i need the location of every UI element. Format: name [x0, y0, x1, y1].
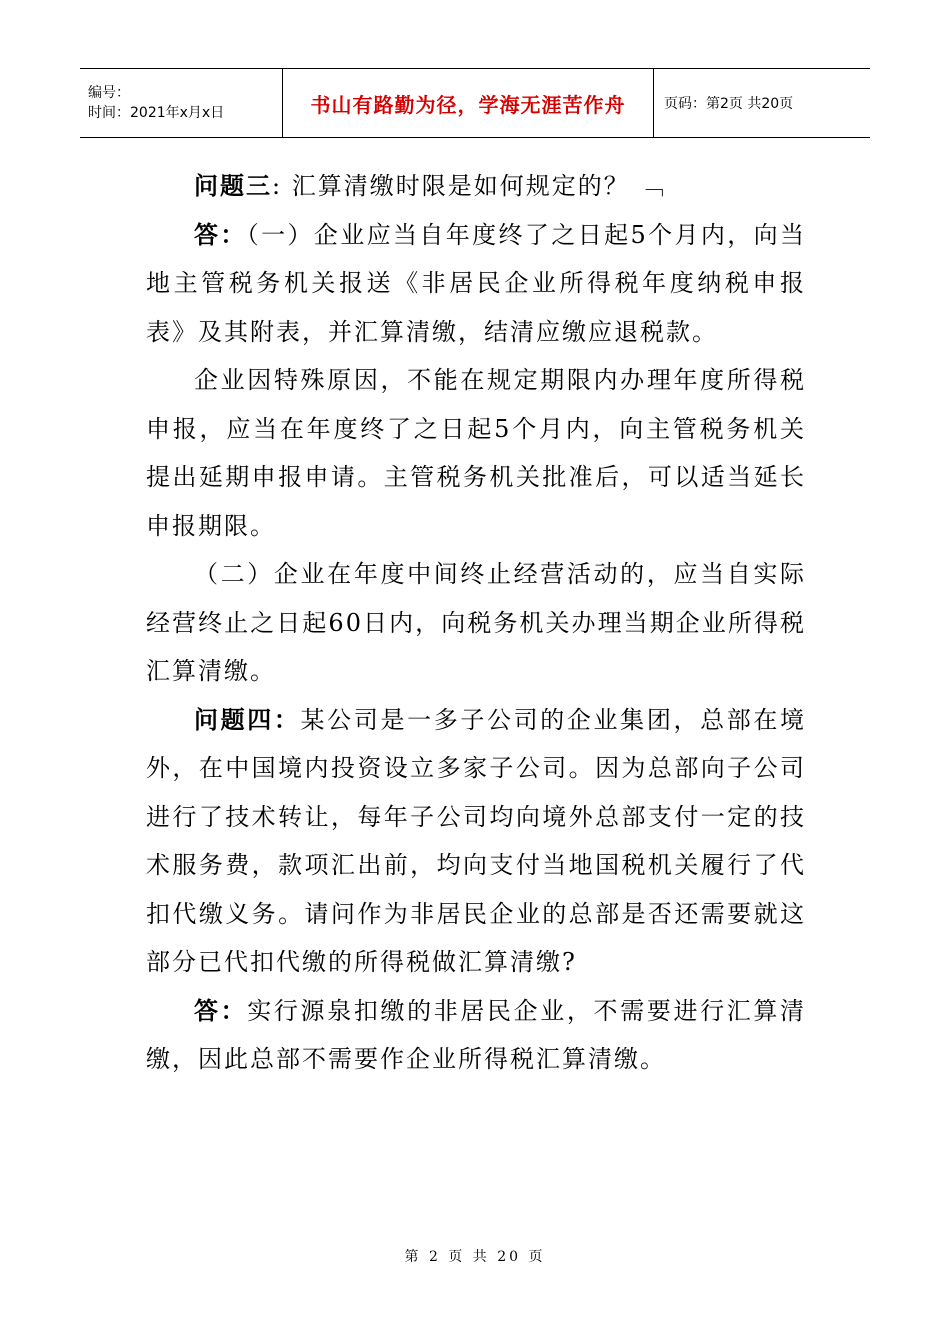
- question-four: [146, 696, 806, 987]
- question-four-label: 问题四：: [194, 704, 301, 734]
- document-number-label: 编号：: [88, 85, 130, 101]
- header-motto: 书山有路勤为径，学海无涯苦作舟: [310, 92, 626, 117]
- header-page-code: 页码：第2页 共20页: [664, 96, 794, 112]
- answer-three-text: （一）企业应当自年度终了之日起5个月内，向当地主管税务机关报送《非居民企业所得税年度纳税申报表》及其附表，并汇算清缴，结清应缴应退税款。: [146, 220, 806, 346]
- page-footer: 第 2 页 共 20 页: [404, 1249, 546, 1265]
- answer-three-part-one: [146, 211, 806, 357]
- answer-four-label: 答：: [194, 995, 248, 1025]
- question-three-label: 问题三: [194, 171, 272, 200]
- answer-three-part-two: （二）企业在年度中间终止经营活动的，应当自实际经营终止之日起60日内，向税务机关办理当期企业所得税汇算清缴。: [146, 560, 806, 685]
- answer-label: 答：: [194, 219, 247, 249]
- page-header: [80, 68, 870, 138]
- header-motto-cell: [282, 69, 654, 137]
- document-date-label: 时间：2021年x月x日: [88, 105, 225, 121]
- answer-three-extension-paragraph: 企业因特殊原因，不能在规定期限内办理年度所得税申报，应当在年度终了之日起5个月内，向主管税务机关提出延期申报申请。主管税务机关批准后，可以适当延长申报期限。: [146, 366, 806, 540]
- document-body: [146, 162, 806, 1084]
- question-four-text: 某公司是一多子公司的企业集团，总部在境外，在中国境内投资设立多家子公司。因为总部向子公司进行了技术转让，每年子公司均向境外总部支付一定的技术服务费，款项汇出前，均向支付当地国税机关履行了代扣代缴义务。请问作为非居民企业的总部是否还需要就这部分已代扣代缴的所得税做汇算清缴?: [146, 705, 806, 976]
- question-three-text: : 汇算清缴时限是如何规定的？ ﹁: [272, 172, 666, 200]
- header-meta: [80, 69, 282, 137]
- question-three: [146, 162, 806, 211]
- answer-four-text: 实行源泉扣缴的非居民企业，不需要进行汇算清缴，因此总部不需要作企业所得税汇算清缴。: [146, 996, 807, 1073]
- answer-four: [146, 987, 806, 1084]
